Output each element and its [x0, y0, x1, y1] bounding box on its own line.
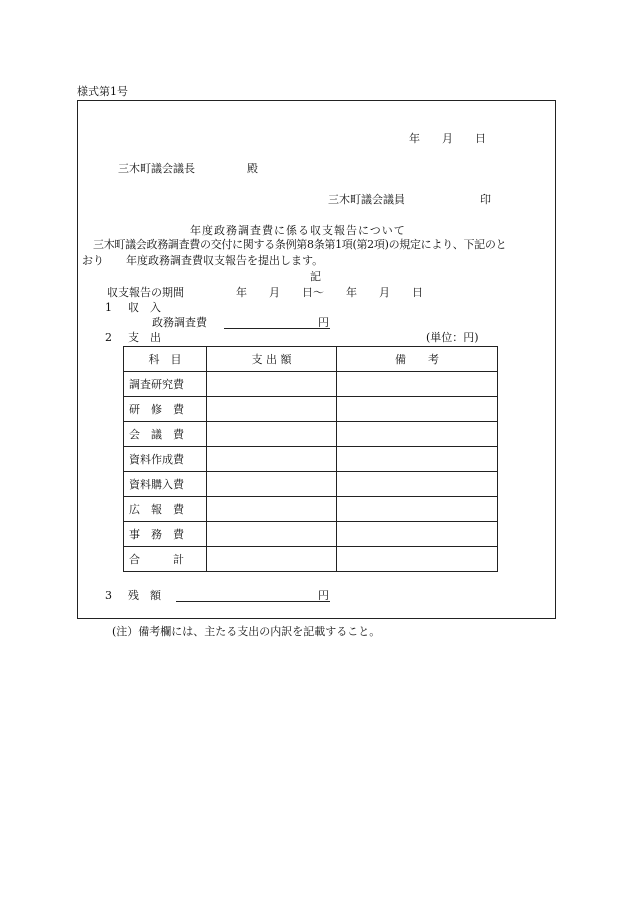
document-title: 年度政務調査費に係る収支報告について [190, 224, 406, 237]
table-row-total [124, 547, 498, 572]
table-row [124, 447, 498, 472]
row-subject: 事 務 費 [124, 522, 207, 547]
row-subject: 合 計 [124, 547, 207, 572]
table-row [124, 372, 498, 397]
balance-number: 3 [105, 589, 112, 602]
balance-unit: 円 [318, 589, 329, 602]
form-number: 様式第1号 [77, 85, 128, 98]
amount-cell [207, 397, 337, 422]
column-header: 支 出 額 [207, 347, 337, 372]
table-header-row [124, 347, 498, 372]
expense-table [123, 346, 498, 572]
remarks-cell [337, 447, 498, 472]
table-row [124, 472, 498, 497]
row-subject: 資料購入費 [124, 472, 207, 497]
row-subject: 研 修 費 [124, 397, 207, 422]
footnote: (注）備考欄には、主たる支出の内訳を記載すること。 [112, 625, 381, 638]
row-subject: 広 報 費 [124, 497, 207, 522]
amount-cell [207, 522, 337, 547]
remarks-cell [337, 372, 498, 397]
addressee: 三木町議会議長 [118, 162, 195, 175]
column-header: 備 考 [337, 347, 498, 372]
remarks-cell [337, 397, 498, 422]
remarks-cell [337, 472, 498, 497]
table-row [124, 422, 498, 447]
amount-cell [207, 497, 337, 522]
body-line-2: おり 年度政務調査費収支報告を提出します。 [82, 254, 324, 267]
seal: 印 [480, 193, 491, 206]
amount-cell [207, 447, 337, 472]
remarks-cell [337, 497, 498, 522]
ki-heading: 記 [310, 270, 321, 283]
expense-number: 2 [105, 331, 112, 344]
remarks-cell [337, 522, 498, 547]
unit-note: (単位：円) [426, 331, 479, 344]
amount-cell [207, 372, 337, 397]
expense-label: 支 出 [128, 331, 161, 344]
income-number: 1 [105, 301, 112, 314]
table-row [124, 397, 498, 422]
remarks-cell [337, 422, 498, 447]
amount-cell [207, 547, 337, 572]
row-subject: 会 議 費 [124, 422, 207, 447]
body-line-1: 三木町議会政務調査費の交付に関する条例第8条第1項(第2項)の規定により、下記のと [93, 238, 507, 251]
row-subject: 資料作成費 [124, 447, 207, 472]
table-row [124, 522, 498, 547]
table-row [124, 497, 498, 522]
amount-cell [207, 422, 337, 447]
period-value: 年 月 日～ 年 月 日 [236, 286, 423, 299]
balance-amount-line [176, 601, 330, 602]
remarks-cell [337, 547, 498, 572]
amount-cell [207, 472, 337, 497]
column-header: 科 目 [124, 347, 207, 372]
date-line: 年 月 日 [409, 132, 486, 145]
income-unit: 円 [318, 316, 329, 329]
sender: 三木町議会議員 [328, 193, 405, 206]
honorific: 殿 [247, 162, 258, 175]
income-item: 政務調査費 [152, 316, 207, 329]
period-label: 収支報告の期間 [107, 286, 184, 299]
row-subject: 調査研究費 [124, 372, 207, 397]
income-label: 収 入 [128, 301, 161, 314]
income-amount-line [224, 328, 330, 329]
balance-label: 残 額 [128, 589, 161, 602]
